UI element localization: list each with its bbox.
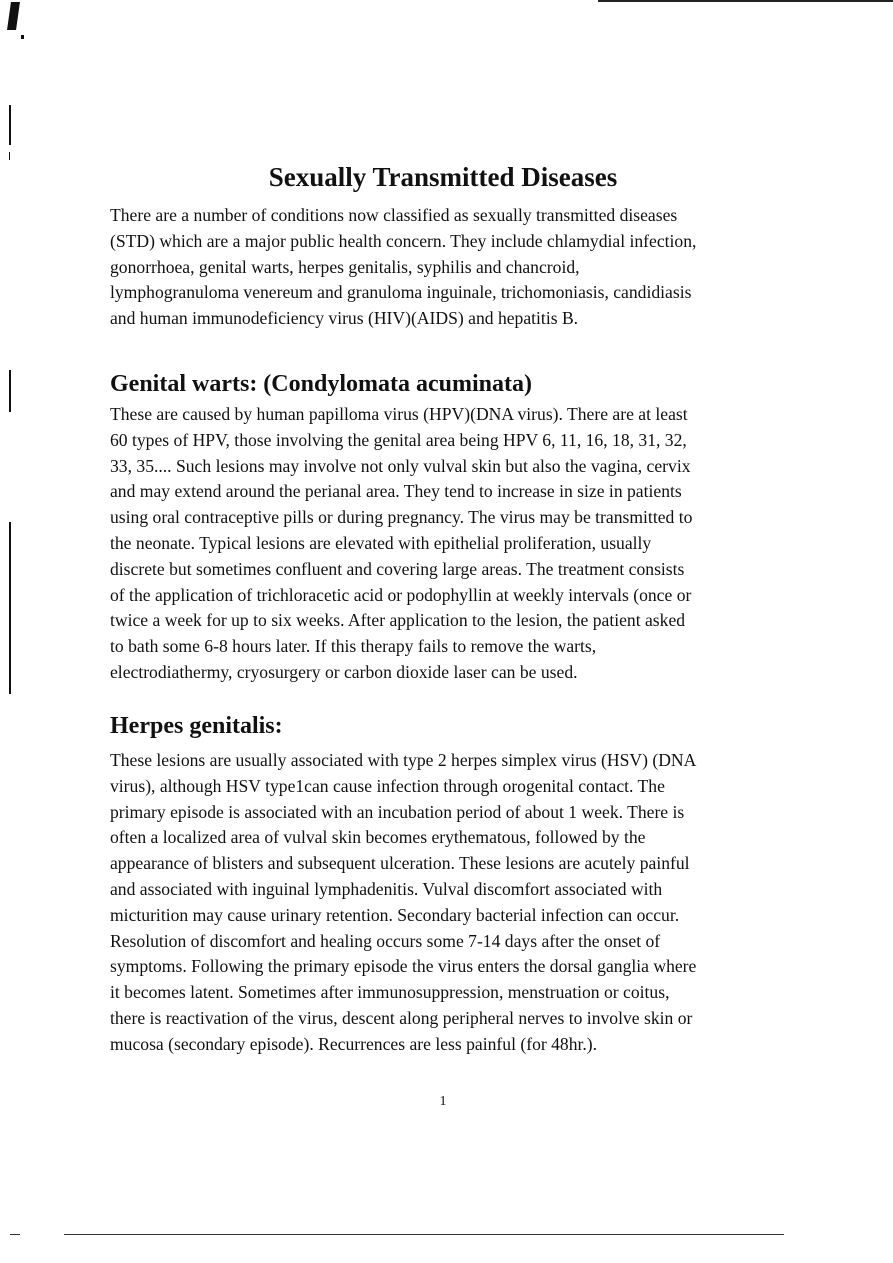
- text-line: These are caused by human papilloma virus (HPV)(DNA virus). There are at least: [110, 404, 688, 424]
- scan-bottom-edge-line: [64, 1234, 784, 1235]
- text-line: virus), although HSV type1can cause infection through orogenital contact. The: [110, 775, 665, 796]
- text-line: and may extend around the perianal area. They tend to increase in size in patients: [110, 481, 682, 502]
- text-line: using oral contraceptive pills or during pregnancy. The virus may be transmitted to: [110, 507, 693, 528]
- text-line: appearance of blisters and subsequent ulceration. These lesions are acutely painful: [110, 853, 690, 874]
- text-line: lymphogranuloma venereum and granuloma inguinale, trichomoniasis, candidiasis: [110, 282, 692, 303]
- text-line: gonorrhoea, genital warts, herpes genitalis, syphilis and chancroid,: [110, 256, 580, 277]
- text-line: 33, 35.... Such lesions may involve not only vulval skin but also the vagina, cervix: [110, 455, 691, 476]
- text-line: electrodiathermy, cryosurgery or carbon dioxide laser can be used.: [110, 661, 578, 682]
- scan-margin-line: [9, 522, 11, 694]
- text-line: (STD) which are a major public health concern. They include chlamydial infection,: [110, 230, 697, 251]
- text-line: micturition may cause urinary retention. Secondary bacterial infection can occur.: [110, 904, 680, 925]
- section-paragraph-herpes-genitalis: [110, 748, 780, 1058]
- text-line: mucosa (secondary episode). Recurrences are less painful (for 48hr.).: [110, 1033, 598, 1054]
- section-heading-genital-warts: Genital warts: (Condylomata acuminata): [110, 371, 532, 397]
- text-line: symptoms. Following the primary episode the virus enters the dorsal ganglia where: [110, 956, 697, 977]
- text-line: Resolution of discomfort and healing occurs some 7-14 days after the onset of: [110, 930, 661, 951]
- scan-top-edge-line: [598, 0, 893, 2]
- text-line: 60 types of HPV, those involving the genital area being HPV 6, 11, 16, 18, 31, 32,: [110, 429, 687, 450]
- scan-bottom-edge-line: [10, 1234, 20, 1235]
- scan-margin-line: [9, 105, 11, 145]
- section-heading-herpes-genitalis: Herpes genitalis:: [110, 713, 283, 739]
- text-line: there is reactivation of the virus, descent along peripheral nerves to involve skin or: [110, 1007, 693, 1028]
- text-line: primary episode is associated with an incubation period of about 1 week. There is: [110, 801, 685, 822]
- text-line: it becomes latent. Sometimes after immunosuppression, menstruation or coitus,: [110, 982, 670, 1003]
- page-title: Sexually Transmitted Diseases: [268, 162, 618, 192]
- page-number: 1: [439, 1094, 447, 1109]
- text-line: and associated with inguinal lymphadenitis. Vulval discomfort associated with: [110, 878, 663, 899]
- text-line: These lesions are usually associated with type 2 herpes simplex virus (HSV) (DNA: [110, 750, 697, 770]
- text-line: and human immunodeficiency virus (HIV)(AIDS) and hepatitis B.: [110, 308, 579, 329]
- text-line: to bath some 6-8 hours later. If this therapy fails to remove the warts,: [110, 636, 597, 657]
- text-line: the neonate. Typical lesions are elevated with epithelial proliferation, usually: [110, 532, 652, 553]
- text-line: twice a week for up to six weeks. After application to the lesion, the patient asked: [110, 610, 686, 631]
- scan-margin-line: [9, 370, 11, 412]
- text-line: of the application of trichloracetic acid or podophyllin at weekly intervals (once or: [110, 584, 692, 605]
- scan-corner-dot: [21, 35, 24, 39]
- scan-corner-mark: [7, 2, 20, 30]
- text-line: discrete but sometimes confluent and covering large areas. The treatment consists: [110, 558, 685, 579]
- scan-margin-line: [9, 152, 10, 160]
- section-paragraph-genital-warts: [110, 402, 780, 686]
- text-line: There are a number of conditions now classified as sexually transmitted diseases: [110, 205, 678, 225]
- text-line: often a localized area of vulval skin becomes erythematous, followed by the: [110, 827, 646, 848]
- intro-paragraph: [110, 203, 780, 332]
